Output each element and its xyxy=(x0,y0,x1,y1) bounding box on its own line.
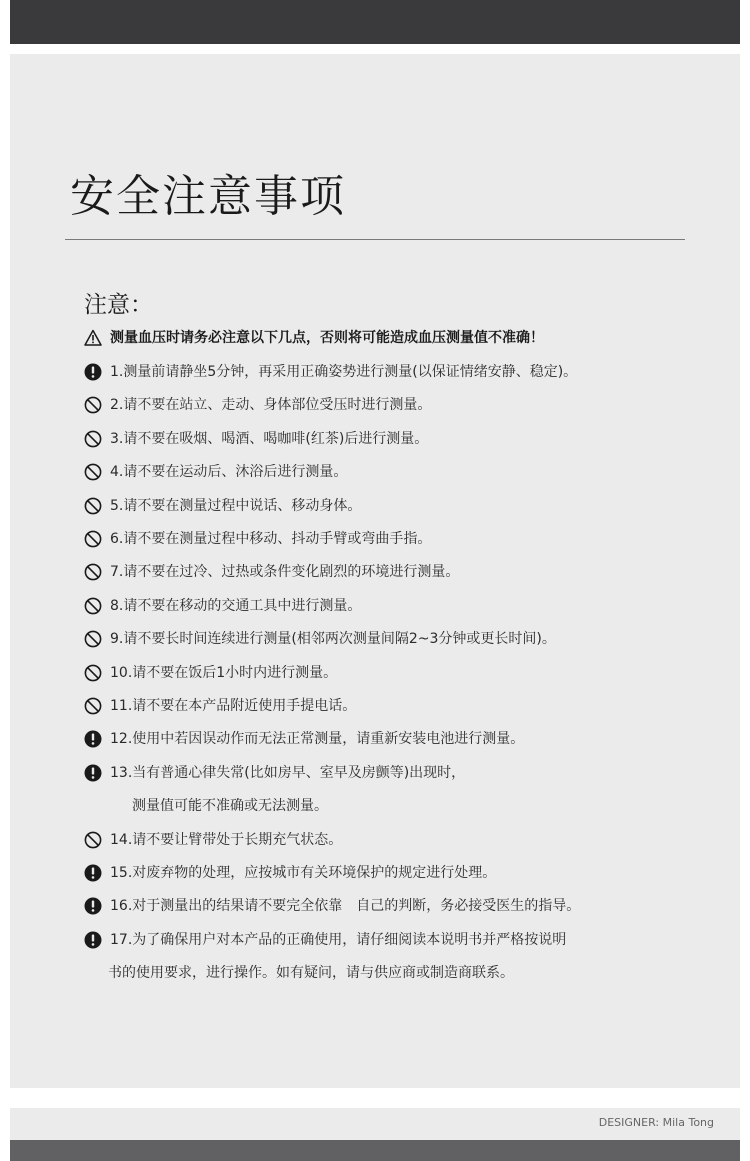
prohibited-icon xyxy=(84,597,102,615)
prohibited-icon xyxy=(84,664,102,682)
prohibited-icon xyxy=(84,430,102,448)
list-item-text: 14.请不要让臂带处于长期充气状态。 xyxy=(110,831,343,848)
list-item-text: 5.请不要在测量过程中说话、移动身体。 xyxy=(110,497,362,514)
prohibited-icon xyxy=(84,463,102,481)
prohibited-icon xyxy=(84,630,102,648)
warning-text: 测量血压时请务必注意以下几点，否则将可能造成血压测量值不准确！ xyxy=(110,330,544,346)
list-item-text-continued: 测量值可能不准确或无法测量。 xyxy=(132,797,328,814)
list-item-text: 7.请不要在过冷、过热或条件变化剧烈的环境进行测量。 xyxy=(110,564,460,581)
list-item-text: 16.对于测量出的结果请不要完全依靠 自己的判断，务必接受医生的指导。 xyxy=(110,898,581,915)
exclamation-icon xyxy=(84,931,102,949)
page-title: 安全注意事项 xyxy=(70,171,346,222)
warning-triangle-icon xyxy=(84,329,102,347)
list-item-text: 10.请不要在饭后1小时内进行测量。 xyxy=(110,664,338,681)
list-item-text: 15.对废弃物的处理，应按城市有关环境保护的规定进行处理。 xyxy=(110,865,497,881)
list-item-text: 3.请不要在吸烟、喝酒、喝咖啡(红茶)后进行测量。 xyxy=(110,430,429,447)
list-item-text: 11.请不要在本产品附近使用手提电话。 xyxy=(110,698,357,714)
list-item-text: 9.请不要长时间连续进行测量(相邻两次测量间隔2~3分钟或更长时间)。 xyxy=(110,631,556,648)
prohibited-icon xyxy=(84,563,102,581)
exclamation-icon xyxy=(84,764,102,782)
prohibited-icon xyxy=(84,497,102,515)
prohibited-icon xyxy=(84,396,102,414)
prohibited-icon xyxy=(84,697,102,715)
prohibited-icon xyxy=(84,831,102,849)
list-item-text: 6.请不要在测量过程中移动、抖动手臂或弯曲手指。 xyxy=(110,531,432,547)
list-item-text: 17.为了确保用户对本产品的正确使用，请仔细阅读本说明书并严格按说明 xyxy=(110,931,567,948)
exclamation-icon xyxy=(84,897,102,915)
list-item-text: 13.当有普通心律失常(比如房早、室早及房颤等)出现时， xyxy=(110,764,466,781)
list-item-text: 8.请不要在移动的交通工具中进行测量。 xyxy=(110,597,362,614)
exclamation-icon xyxy=(84,363,102,381)
designer-credit: DESIGNER: Mila Tong xyxy=(598,1116,714,1129)
list-item-text: 12.使用中若因误动作而无法正常测量，请重新安装电池进行测量。 xyxy=(110,731,525,748)
title-divider xyxy=(65,239,685,240)
bottom-bar xyxy=(10,1140,740,1161)
top-bar xyxy=(10,0,740,44)
list-item-text: 2.请不要在站立、走动、身体部位受压时进行测量。 xyxy=(110,397,432,414)
exclamation-icon xyxy=(84,864,102,882)
notice-heading: 注意： xyxy=(84,292,153,318)
list-item-text-continued: 书的使用要求，进行操作。如有疑问，请与供应商或制造商联系。 xyxy=(108,964,514,981)
footer-strip xyxy=(10,1108,740,1140)
list-item-text: 1.测量前请静坐5分钟，再采用正确姿势进行测量(以保证情绪安静、稳定)。 xyxy=(110,364,578,380)
exclamation-icon xyxy=(84,730,102,748)
prohibited-icon xyxy=(84,530,102,548)
list-item-text: 4.请不要在运动后、沐浴后进行测量。 xyxy=(110,464,348,481)
